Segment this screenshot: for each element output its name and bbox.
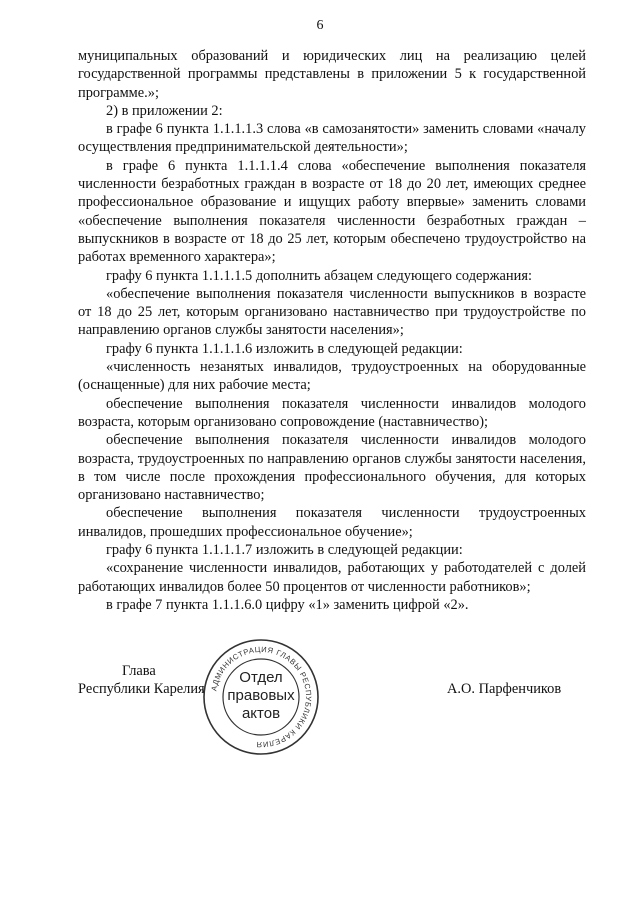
official-stamp (201, 637, 321, 757)
stamp-ring-text: АДМИНИСТРАЦИЯ ГЛАВЫ РЕСПУБЛИКИ КАРЕЛИЯ (209, 644, 314, 750)
signatory-name: А.О. Парфенчиков (447, 681, 562, 697)
paragraph: в графе 7 пункта 1.1.1.6.0 цифру «1» заменить цифрой «2». (106, 596, 469, 613)
stamp-seal-icon (201, 637, 321, 757)
signature-block (78, 644, 586, 792)
paragraph: графу 6 пункта 1.1.1.1.5 дополнить абзацем следующего содержания: (106, 267, 532, 284)
page-number: 6 (316, 18, 324, 33)
paragraph: обеспечение выполнения показателя численности инвалидов молодого возраста, трудоустроенных по направлению органов службы занятости населения, в том числе после прохождения профессионального обучения, для которых организовано наставничество; (78, 432, 586, 504)
paragraph: обеспечение выполнения показателя численности трудоустроенных инвалидов, прошедших профессиональное обучение»; (78, 505, 586, 540)
signature-organization: Республики Карелия (78, 681, 205, 697)
paragraph: в графе 6 пункта 1.1.1.1.4 слова «обеспечение выполнения показателя численности безработных граждан в возрасте от 18 до 20 лет, имеющих среднее профессиональное образование и ищущих работу впервые» заменить словами «обеспечение выполнения показателя численности безработных граждан – выпускников в возрасте от 18 до 25 лет, которым обеспечено трудоустройство на работах временного характера»; (78, 157, 586, 266)
paragraph: в графе 6 пункта 1.1.1.1.3 слова «в самозанятости» заменить словами «началу осуществления предпринимательской деятельности»; (78, 121, 586, 156)
signature-title: Глава (122, 663, 156, 679)
paragraph: «сохранение численности инвалидов, работающих у работодателей с долей работающих инвалидов более 50 процентов от численности работников»; (78, 560, 586, 595)
paragraph: «обеспечение выполнения показателя численности выпускников в возрасте от 18 до 25 лет, которым организовано наставничество при трудоустройстве по направлению органов службы занятости населения»; (78, 285, 586, 339)
paragraph: графу 6 пункта 1.1.1.1.6 изложить в следующей редакции: (106, 340, 463, 357)
paragraph: графу 6 пункта 1.1.1.1.7 изложить в следующей редакции: (106, 542, 463, 559)
stamp-line-3: актов (241, 705, 281, 722)
paragraph: обеспечение выполнения показателя численности инвалидов молодого возраста, которым организовано сопровождение (наставничество); (78, 395, 586, 430)
stamp-line-1: Отдел (239, 669, 283, 686)
paragraph: «численность незанятых инвалидов, трудоустроенных на оборудованные (оснащенные) для них рабочие места; (78, 359, 586, 394)
stamp-line-2: правовых (227, 687, 295, 704)
paragraph: муниципальных образований и юридических лиц на реализацию целей государственной программы представлены в приложении 5 к государственной программе.»; (78, 48, 586, 101)
paragraph: 2) в приложении 2: (106, 102, 223, 119)
document-body (78, 47, 586, 614)
